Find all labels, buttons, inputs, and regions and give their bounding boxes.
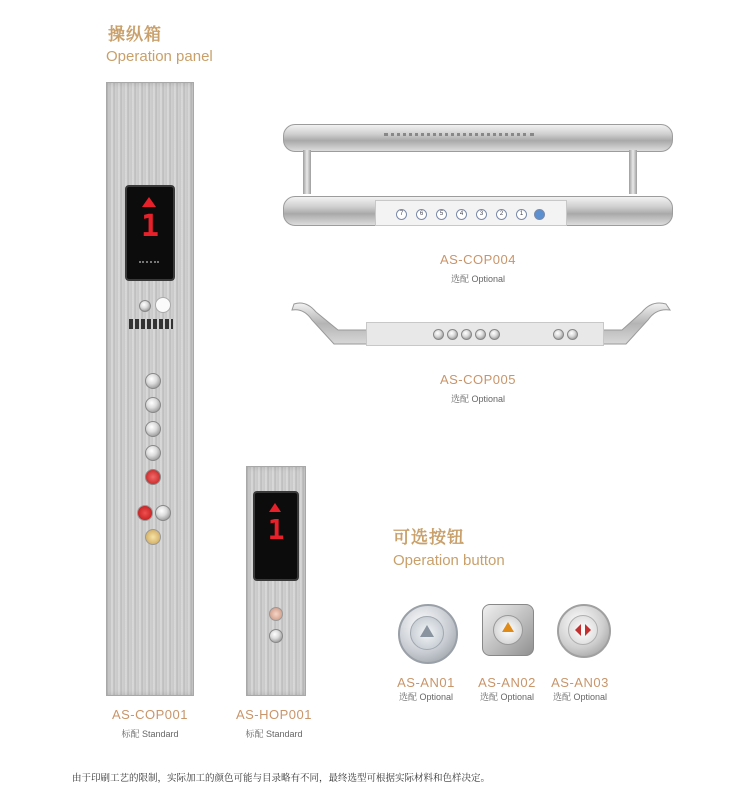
cop004-code: AS-COP004 xyxy=(439,252,517,267)
an01-button[interactable] xyxy=(398,604,458,664)
cop001-panel xyxy=(106,82,194,696)
hall-down-button[interactable] xyxy=(269,629,283,643)
key-switch-icon[interactable] xyxy=(139,300,151,312)
door-close-key[interactable] xyxy=(567,329,578,340)
call-button[interactable] xyxy=(145,529,161,545)
an03-code: AS-AN03 xyxy=(551,675,609,690)
cop005-code: AS-COP005 xyxy=(439,372,517,387)
an02-code: AS-AN02 xyxy=(478,675,536,690)
floor-button[interactable] xyxy=(145,421,161,437)
door-open-left-arrow-icon xyxy=(575,624,581,636)
up-arrow-icon xyxy=(420,625,434,637)
status-indicator xyxy=(139,261,159,267)
cop004-keypad xyxy=(375,200,567,226)
upper-rail xyxy=(283,124,673,152)
hall-up-button[interactable] xyxy=(269,607,283,621)
floor-key[interactable]: 7 xyxy=(396,209,407,220)
floor-key[interactable]: 2 xyxy=(496,209,507,220)
hop001-type: 标配 Standard xyxy=(245,729,303,739)
up-arrow-icon xyxy=(142,197,156,207)
hop001-panel xyxy=(246,466,306,696)
an01-type: 选配 Optional xyxy=(398,692,454,702)
floor-key[interactable]: 5 xyxy=(436,209,447,220)
floor-button[interactable] xyxy=(145,373,161,389)
cop001-type: 标配 Standard xyxy=(121,729,179,739)
rail-indicators xyxy=(384,133,534,140)
hall-floor-digit: 1 xyxy=(267,513,285,546)
hop001-code: AS-HOP001 xyxy=(235,707,313,722)
button-section-title-cn: 可选按钮 xyxy=(393,528,465,547)
floor-key[interactable] xyxy=(447,329,458,340)
up-arrow-icon xyxy=(502,622,514,632)
door-open-button[interactable] xyxy=(137,505,153,521)
alarm-button[interactable] xyxy=(145,469,161,485)
cop005-keypad xyxy=(366,322,604,346)
floor-button[interactable] xyxy=(145,397,161,413)
floor-key[interactable] xyxy=(475,329,486,340)
button-section-title-en: Operation button xyxy=(393,552,505,569)
floor-key[interactable]: 3 xyxy=(476,209,487,220)
floor-button[interactable] xyxy=(145,445,161,461)
door-open-right-arrow-icon xyxy=(585,624,591,636)
floor-key[interactable] xyxy=(433,329,444,340)
floor-key[interactable]: 1 xyxy=(516,209,527,220)
footer-note: 由于印刷工艺的限制，实际加工的颜色可能与目录略有不同，最终选型可根据实际材料和色样决定。 xyxy=(72,773,491,784)
cop004-handrail xyxy=(283,120,673,240)
an02-button[interactable] xyxy=(482,604,534,656)
cop005-handrail xyxy=(286,298,676,358)
floor-key[interactable]: 6 xyxy=(416,209,427,220)
floor-display xyxy=(125,185,175,281)
panel-section-title-en: Operation panel xyxy=(106,48,213,65)
alarm-speaker-icon xyxy=(155,297,171,313)
panel-section-title-cn: 操纵箱 xyxy=(108,25,162,44)
floor-digit: 1 xyxy=(140,209,160,244)
an01-code: AS-AN01 xyxy=(397,675,455,690)
an03-button[interactable] xyxy=(557,604,611,658)
rail-post xyxy=(303,150,311,194)
cop004-type: 选配 Optional xyxy=(450,274,506,284)
floor-key[interactable]: 4 xyxy=(456,209,467,220)
floor-key[interactable] xyxy=(461,329,472,340)
an01-face xyxy=(410,616,444,650)
up-arrow-icon xyxy=(269,503,281,512)
cop001-code: AS-COP001 xyxy=(111,707,189,722)
floor-key[interactable] xyxy=(489,329,500,340)
hall-floor-display xyxy=(253,491,299,581)
door-close-button[interactable] xyxy=(155,505,171,521)
call-key[interactable] xyxy=(534,209,545,220)
an03-face xyxy=(568,615,598,645)
an03-type: 选配 Optional xyxy=(552,692,608,702)
cop005-type: 选配 Optional xyxy=(450,394,506,404)
door-open-key[interactable] xyxy=(553,329,564,340)
an02-face xyxy=(493,615,523,645)
speaker-grille xyxy=(129,319,173,329)
an02-type: 选配 Optional xyxy=(479,692,535,702)
rail-post xyxy=(629,150,637,194)
